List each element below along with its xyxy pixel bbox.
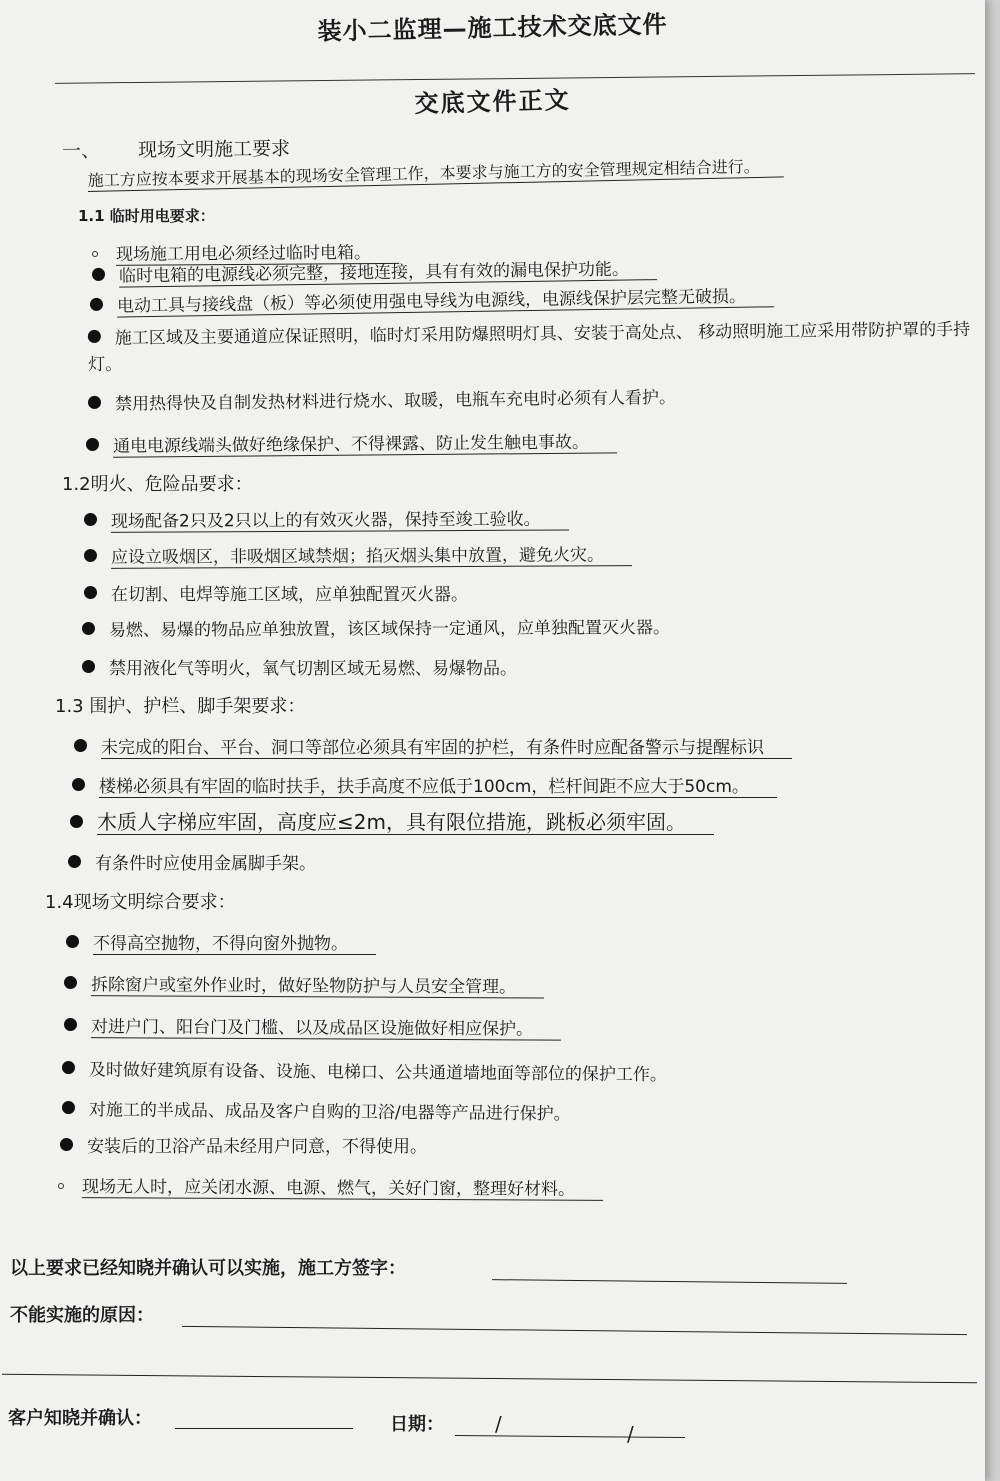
list-item: 现场无人时，应关闭水源、电源、燃气，关好门窗，整理好材料。: [58, 1172, 603, 1200]
document-title: 交底文件正文: [414, 85, 571, 119]
list-item: 应设立吸烟区，非吸烟区域禁烟；掐灭烟头集中放置，避免火灾。: [84, 540, 632, 568]
list-item: 现场施工用电必须经过临时电箱。: [92, 238, 399, 265]
date-slash: /: [495, 1412, 502, 1436]
bullet-icon: [84, 549, 97, 562]
subsection-1-1-title: 1.1 临时用电要求：: [78, 207, 215, 225]
section-1-heading: [62, 134, 290, 163]
bullet-icon: [88, 330, 101, 343]
list-item: 未完成的阳台、平台、洞口等部位必须具有牢固的护栏，有条件时应配备警示与提醒标识: [74, 733, 792, 758]
contractor-confirm-label: 以上要求已经知晓并确认可以实施，施工方签字：: [10, 1258, 406, 1279]
client-confirm-label: 客户知晓并确认：: [8, 1408, 152, 1429]
bullet-icon: [84, 586, 97, 599]
subsection-1-4-title: 1.4现场文明综合要求：: [45, 892, 236, 913]
list-item: 在切割、电焊等施工区域，应单独配置灭火器。: [84, 580, 468, 605]
bullet-icon: [62, 1061, 75, 1074]
bullet-icon: [64, 976, 77, 989]
bullet-icon: [72, 778, 85, 791]
list-item: 临时电箱的电源线必须完整，接地连接，具有有效的漏电保护功能。: [92, 254, 657, 287]
contractor-signature-line[interactable]: [492, 1279, 847, 1284]
bullet-icon: [84, 513, 97, 526]
reason-label: 不能实施的原因：: [10, 1305, 154, 1326]
bullet-icon: [88, 396, 101, 409]
list-item: 楼梯必须具有牢固的临时扶手，扶手高度不应低于100cm，栏杆间距不应大于50cm。: [72, 772, 777, 797]
subsection-1-2-title: 1.2明火、危险品要求：: [62, 474, 253, 495]
reason-line-2[interactable]: [2, 1374, 977, 1384]
list-item: 木质人字梯应牢固，高度应≤2m，具有限位措施，跳板必须牢固。: [70, 806, 714, 835]
list-item: 通电电源线端头做好绝缘保护、不得裸露、防止发生触电事故。: [86, 427, 617, 457]
bullet-icon: [92, 251, 98, 257]
bullet-icon: [68, 855, 81, 868]
list-item: 电动工具与接线盘（板）等必须使用强电导线为电源线，电源线保护层完整无破损。: [90, 281, 774, 317]
list-item: 不得高空抛物，不得向窗外抛物。: [66, 929, 376, 954]
date-line[interactable]: [455, 1435, 685, 1438]
section-1-intro: 施工方应按本要求开展基本的现场安全管理工作，本要求与施工方的安全管理规定相结合进行。: [87, 153, 783, 192]
list-item: 安装后的卫浴产品未经用户同意，不得使用。: [60, 1132, 427, 1157]
bullet-icon: [62, 1101, 75, 1114]
subsection-1-3-title: 1.3 围护、护栏、脚手架要求：: [55, 696, 306, 717]
list-item: 施工区域及主要通道应保证照明，临时灯采用防爆照明灯具、安装于高处点、 移动照明施工应采用带防护罩的手持灯。: [88, 319, 971, 375]
client-signature-line[interactable]: [175, 1428, 353, 1429]
list-item: 禁用液化气等明火，氧气切割区域无易燃、易爆物品。: [82, 654, 517, 679]
list-item: 及时做好建筑原有设备、设施、电梯口、公共通道墙地面等部位的保护工作。: [62, 1055, 667, 1085]
bullet-icon: [70, 815, 83, 828]
list-item: 现场配备2只及2只以上的有效灭火器，保持至竣工验收。: [84, 504, 569, 532]
list-item: 易燃、易爆的物品应单独放置，该区域保持一定通风，应单独配置灭火器。: [82, 613, 670, 641]
bullet-icon: [92, 268, 105, 281]
bullet-icon: [86, 438, 99, 451]
header-title: 装小二监理—施工技术交底文件: [317, 10, 668, 46]
bullet-icon: [82, 660, 95, 673]
list-item: 有条件时应使用金属脚手架。: [68, 849, 316, 874]
list-item: 拆除窗户或室外作业时，做好坠物防护与人员安全管理。: [64, 970, 544, 998]
list-item: 对进户门、阳台门及门槛、以及成品区设施做好相应保护。: [64, 1012, 561, 1040]
date-slash: /: [627, 1422, 634, 1446]
list-item: 禁用热得快及自制发热材料进行烧水、取暖，电瓶车充电时必须有人看护。: [88, 383, 676, 415]
list-item: 对施工的半成品、成品及客户自购的卫浴/电器等产品进行保护。: [62, 1095, 571, 1124]
bullet-icon: [64, 1018, 77, 1031]
bullet-icon: [90, 298, 103, 311]
bullet-icon: [74, 739, 87, 752]
date-label: 日期：: [390, 1414, 444, 1435]
bullet-icon: [66, 935, 79, 948]
section-1-title: 现场文明施工要求: [137, 137, 291, 162]
bullet-icon: [58, 1183, 64, 1189]
bullet-icon: [82, 622, 95, 635]
bullet-icon: [60, 1138, 73, 1151]
reason-line[interactable]: [182, 1326, 967, 1335]
section-1-number: 一、: [61, 139, 101, 163]
